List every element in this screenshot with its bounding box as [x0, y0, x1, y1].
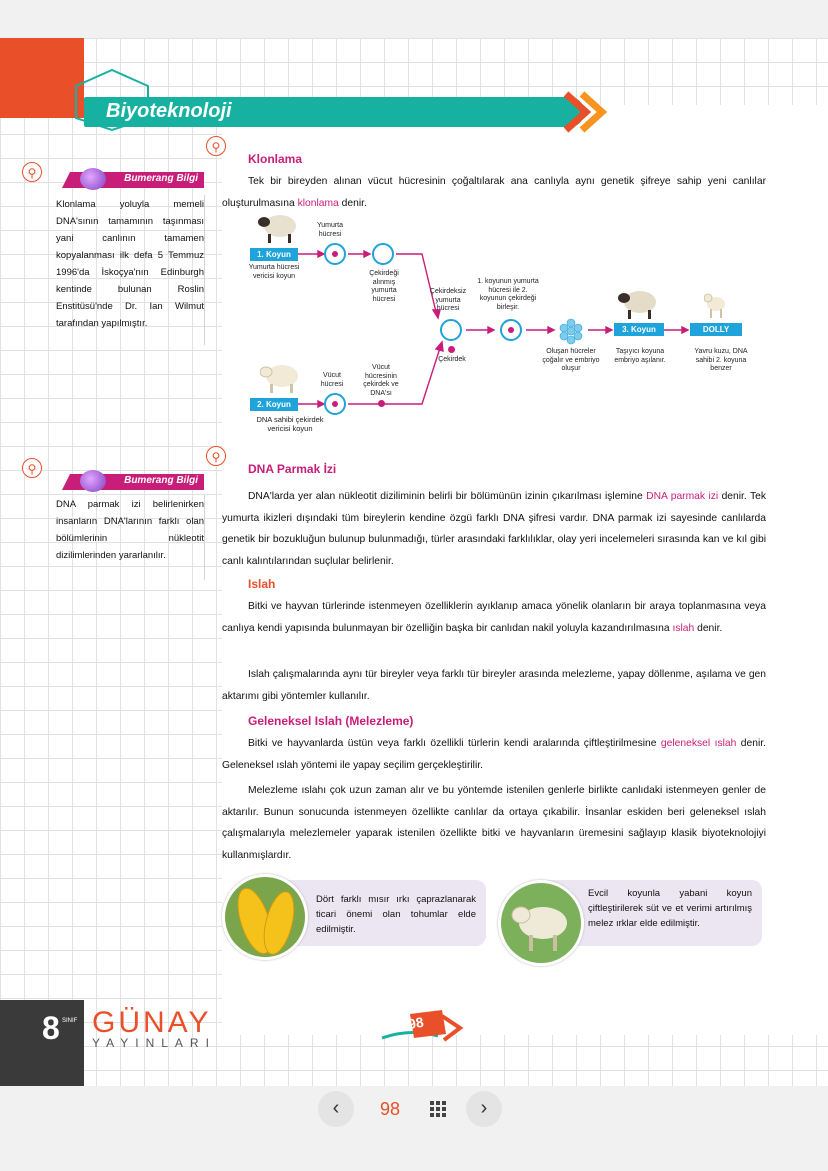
egg-label: Yumurta hücresi	[316, 222, 344, 238]
zoom-icon[interactable]: ⚲	[206, 446, 226, 466]
next-page-button[interactable]: ›	[466, 1091, 502, 1127]
bumerang-text-2: DNA parmak izi belirlenirken insanların DNA'larının farklı olan bölümlerinin nükleotit dizilimlerinden yararlanılır.	[56, 499, 204, 561]
embryo-label: Oluşan hücreler çoğalır ve embriyo oluşur	[542, 348, 600, 372]
page-number: 98	[406, 1013, 425, 1033]
body-cell-label: Vücut hücresi	[320, 372, 344, 388]
sheep-1-desc: Yumurta hücresi vericisi koyun	[248, 264, 300, 280]
body-cell	[324, 393, 346, 415]
current-page-indicator[interactable]: 98	[380, 1099, 401, 1119]
page-badge-icon	[380, 1008, 470, 1044]
sheep-2-image	[260, 362, 300, 394]
recipient-egg-cell	[440, 319, 462, 341]
chapter-title: Biyoteknoloji	[106, 100, 232, 122]
zoom-icon[interactable]: ⚲	[22, 162, 42, 182]
geleneksel-paragraph-1: Bitki ve hayvanlarda üstün veya farklı özellikli türlerin kendi aralarında çiftleştirilmesine geleneksel ıslah denir. Geleneksel ıslah yöntemi ile yapay seçilim gerçekleştirilir.	[222, 738, 766, 771]
bumerang-bilgi-header: Bumerang Bilgi	[62, 470, 204, 492]
sheep-1-image	[258, 212, 298, 244]
sheep-2-label: 2. Koyun	[250, 398, 298, 411]
bumerang-bilgi-header: Bumerang Bilgi	[62, 168, 204, 190]
body-dna-label: Vücut hücresinin çekirdek ve DNA'sı	[363, 364, 399, 397]
nucleus-removed-label: Çekirdeği alınmış yumurta hücresi	[369, 270, 399, 303]
egg-cell	[324, 243, 346, 265]
brain-icon	[80, 470, 106, 492]
enucleated-label: Çekirdeksiz yumurta hücresi	[429, 288, 467, 312]
donor-nucleus	[378, 400, 385, 407]
bumerang-text-1: Klonlama yoluyla memeli DNA'sının tamamının taşınması yani canlının tamamen kopyalanması ilk defa 5 Temmuz 1996'da İskoçya'nın Edinburgh kentinde bulunan Roslin Enstitüsü'nde Dr. Ian Wilmut tarafından yapılmıştır.	[56, 199, 204, 329]
section-heading-islah: Islah	[248, 577, 276, 591]
embryo-image	[556, 316, 586, 346]
sheep-3-desc: Taşıyıcı koyuna embriyo aşılanır.	[614, 348, 666, 364]
sheep-2-desc: DNA sahibi çekirdek vericisi koyun	[256, 415, 324, 433]
zoom-icon[interactable]: ⚲	[22, 458, 42, 478]
dolly-lamb-image	[704, 292, 728, 320]
sheep-3-label: 3. Koyun	[614, 323, 664, 336]
section-heading-geleneksel: Geleneksel Islah (Melezleme)	[248, 714, 414, 728]
sheep-card-text: Evcil koyunla yabani koyun çiftleştirilerek süt ve et verimi artırılmış melez ırklar elde edilmiştir.	[588, 888, 752, 929]
nucleus-label: Çekirdek	[438, 356, 466, 363]
sheep-3-image	[618, 288, 658, 320]
islah-paragraph-1: Bitki ve hayvan türlerinde istenmeyen özelliklerin ayıklanıp amaca yönelik olanların bir araya toplanmasına veya canlıya kendi yapısında bulunmayan bir özelliğin başka bir canlıdan nakil yoluyla kazandırılmasına ıslah denir.	[222, 601, 766, 634]
zoom-icon[interactable]: ⚲	[206, 136, 226, 156]
sheep-1-label: 1. Koyun	[250, 248, 298, 261]
section-heading-dna: DNA Parmak İzi	[248, 462, 337, 476]
dna-paragraph: DNA'larda yer alan nükleotit diziliminin belirli bir bölümünün izinin çıkarılması işlemine DNA parmak izi denir. Tek yumurta ikizleri dışındaki tüm bireylerin kendine özgü farklı DNA şifresi vardır. DNA parmak izi sayesinde canlılarda genetik bir bozukluğun bulunup bulunmadığı, türler arasındaki farklılıklar, olay yeri incelemeleri sırasında kan ve kıl gibi canlı kalıntılarından suçlular belirlenir.	[222, 491, 767, 567]
section-heading-klonlama: Klonlama	[248, 152, 303, 166]
dolly-label: DOLLY	[690, 323, 742, 336]
brain-icon	[80, 168, 106, 190]
grade-number: 8	[42, 1010, 60, 1046]
publisher-sub: YAYINLARI	[92, 1036, 216, 1050]
enucleated-egg-cell	[372, 243, 394, 265]
fusion-label: 1. koyunun yumurta hücresi ile 2. koyunun çekirdeği birleşir.	[477, 278, 539, 311]
islah-paragraph-2: Islah çalışmalarında aynı tür bireyler veya farklı tür bireyler arasında melezleme, yapay döllenme, aşılama ve gen aktarımı gibi yöntemler kullanılır.	[222, 669, 766, 702]
prev-page-button[interactable]: ‹	[318, 1091, 354, 1127]
fused-cell	[500, 319, 522, 341]
dolly-desc: Yavru kuzu, DNA sahibi 2. koyuna benzer	[694, 348, 748, 372]
corn-card-text: Dört farklı mısır ırkı çaprazlanarak ticari önemi olan tohumlar elde edilmiştir.	[316, 894, 476, 935]
cloning-diagram	[236, 212, 776, 444]
publisher-logo: GÜNAY	[92, 1006, 212, 1039]
transferred-nucleus	[448, 346, 455, 353]
chevron-ornament-icon	[560, 90, 610, 134]
geleneksel-paragraph-2: Melezleme ıslahı çok uzun zaman alır ve bu yöntemde istenilen genlerle birlikte canlıdaki istenmeyen genler de aktarılır. Bunun sonucunda istenmeyen özellikte canlılar da ortaya çıkabilir. İnsanlar eskiden beri geleneksel ıslah çalışmalarıyla melezlemeler yaparak istenilen özellikte bitki ve hayvanların üremesini sağlayıp klasik biyoteknolojiyi kullanmışlardır.	[222, 785, 766, 861]
corn-photo	[222, 874, 308, 960]
grid-view-icon[interactable]	[430, 1101, 446, 1117]
klonlama-paragraph: Tek bir bireyden alınan vücut hücresinin çoğaltılarak ana canlıyla aynı genetik şifreye sahip yeni canlılar oluşturulmasına klonlama denir.	[222, 176, 766, 209]
page-navigation	[318, 1091, 502, 1127]
sheep-photo	[498, 880, 584, 966]
grade-sub: SINIF	[62, 1018, 78, 1024]
